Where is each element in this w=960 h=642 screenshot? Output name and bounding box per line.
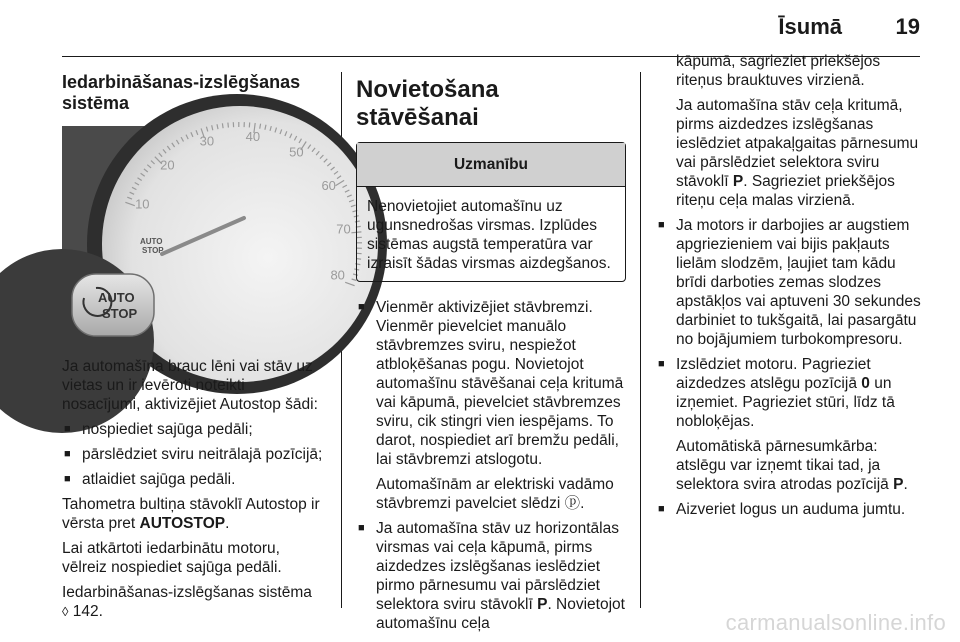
dial-number: 20 [160,157,175,173]
dial-tick [222,123,223,128]
dial-autostop-label-1: AUTO [140,237,163,246]
watermark: carmanualsonline.info [725,610,946,635]
list-item: ■ nospiediet sajūga pedāli; [62,420,326,439]
section-heading-autostop: Iedarbināšanas-izslēgšanas sistēma [62,72,301,113]
cross-reference: Iedarbināšanas-izslēgšanas sistēma ◊ 142. [62,584,312,620]
tachometer-illustration [62,126,351,341]
autostop-steps [62,420,326,489]
dial-number: 60 [321,177,336,193]
header-title: Īsumā [778,14,842,39]
column-3 [656,52,926,525]
column-divider-2 [640,72,641,608]
warning-title: Uzmanību [357,143,625,187]
page-number: 19 [895,14,920,39]
list-item: ■ atlaidiet sajūga pedāli. [62,470,326,489]
continued-item: kāpumā, sagrieziet priekšējos riteņus brauktuves virzienā. Ja automašīna stāv ceļa kritumā, pirms aizdedzes izslēgšanas ieslēdziet atpakaļgaitas pārnesumu vai pārslēdziet selektora sviru stāvoklī P. Sagrieziet priekšējos riteņu ceļa malas virzienā. [676,53,919,209]
column-1 [62,72,351,627]
autostop-button-label-2: STOP [102,306,138,321]
list-item: ■ Ja automašīna stāv uz horizontālas virsmas vai ceļa kāpumā, pirms aizdedzes izslēgšanas ieslēdziet pirmo pārnesumu vai pārslēdziet selektora sviru stāvoklī P. Novietojot automašīnu ceļa [356,519,626,633]
warning-body: Nenovietojiet automašīnu uz ugunsnedrošas virsmas. Izplūdes sistēmas augstā temperatūra var izraisīt šādas virsmas aizdegšanos. [367,198,611,272]
list-item: ■ pārslēdziet sviru neitrālajā pozīcijā; [62,445,326,464]
autostop-intro: Ja automašīna brauc lēni vai stāv uz vietas un ir ievēroti noteikti nosacījumi, aktivizējiet Autostop šādi: [62,358,318,413]
dial-number: 40 [245,128,261,144]
dial-number: 50 [289,144,304,160]
reference-arrow-icon: ◊ [62,604,69,619]
dial-number: 30 [199,133,215,149]
list-item: ■ Aizveriet logus un auduma jumtu. [656,500,926,519]
list-item: ■ Ja motors ir darbojies ar augstiem apgriezieniem vai bijis pakļauts lielām slodzēm, ļaujiet tam kādu brīdi darboties zemas slodzes apstākļos vai aptuveni 30 sekundes darbiniet to tukšgaitā, lai pasargātu no bojājumiem turbokompresoru. [656,216,926,349]
restart-note: Lai atkārtoti iedarbinātu motoru, vēlreiz nospiediet sajūga pedāli. [62,540,282,576]
autostop-button-label-1: AUTO [98,290,135,305]
list-item: ■ Vienmēr aktivizējiet stāvbremzi. Vienmēr pievelciet manuālo stāvbremzes sviru, nespiežot atbloķēšanas pogu. Novietojot automašīnu stāvēšanai ceļa kritumā vai kāpumā, pievelciet stāvbremzes sviru, cik stingri vien iespējams. To darot, nospiediet arī bremžu pedāli, lai stāvbremzi atslogotu. Automašīnām ar elektriski vadāmo stāvbremzi pavelciet slēdzi ⓟ. [356,298,626,513]
dial-autostop-label-2: STOP [142,246,164,255]
section-heading-parking: Novietošana stāvēšanai [356,76,499,131]
warning-box [356,142,626,282]
parking-steps-continued [656,216,926,519]
column-2 [356,76,626,639]
dial-number: 70 [336,221,351,237]
dial-number: 80 [330,267,345,283]
dial-number: 10 [135,196,150,212]
autostop-needle-note: Tahometra bultiņa stāvoklī Autostop ir vērsta pret AUTOSTOP. [62,496,320,532]
tachometer-figure [62,126,351,341]
list-item: ■ Izslēdziet motoru. Pagrieziet aizdedzes atslēgu pozīcijā 0 un izņemiet. Pagrieziet stūri, līdz tā nobloķējas. Automātiskā pārnesumkārba: atslēgu var izņemt tikai tad, ja selektora svira atrodas pozīcijā P. [656,355,926,494]
parking-steps [356,298,626,633]
dial-tick [228,123,229,128]
